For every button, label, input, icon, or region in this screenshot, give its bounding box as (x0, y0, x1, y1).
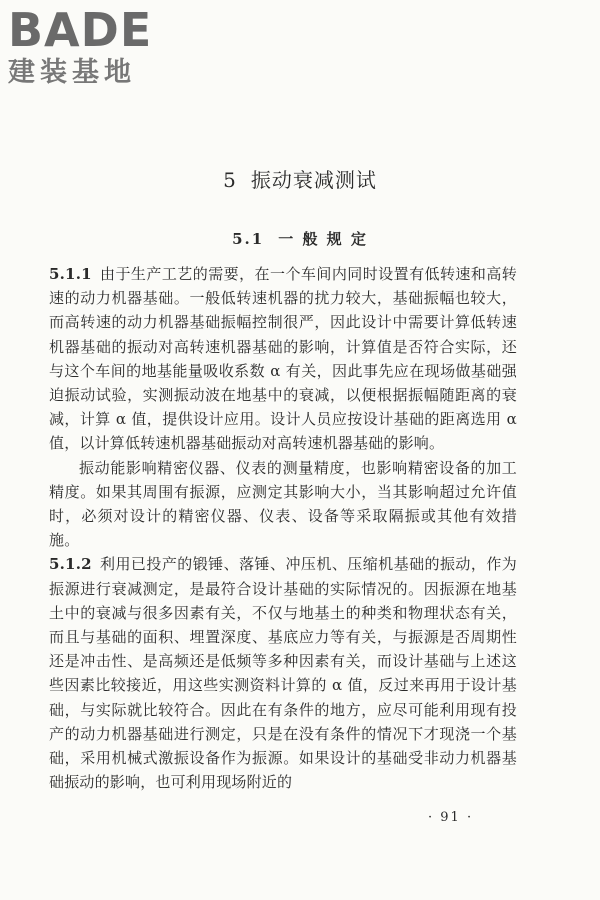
chapter-heading: 振动衰减测试 (250, 168, 377, 192)
chapter-title (0, 164, 600, 193)
clause-number: 5.1.2 (49, 555, 92, 574)
clause-5-1-1-paragraph-2: 振动能影响精密仪器、仪表的测量精度，也影响精密设备的加工精度。如果其周围有振源，应测定其影响大小，当其影响超过允许值时，必须对设计的精密仪器、仪表、设备等采取隔振或其他有效措施。 (49, 458, 517, 550)
clause-5-1-1 (49, 262, 517, 456)
logo (8, 3, 178, 90)
clause-5-1-2 (49, 552, 517, 794)
logo-mark: BADE (8, 3, 153, 57)
section-heading: 一 般 规 定 (278, 230, 368, 248)
section-number: 5.1 (232, 230, 265, 248)
chapter-number: 5 (223, 168, 237, 192)
logo-subtitle: 建装基地 (8, 57, 136, 88)
body-text (49, 262, 517, 794)
section-title (0, 228, 600, 249)
clause-text: 由于生产工艺的需要，在一个车间内同时设置有低转速和高转速的动力机器基础。一般低转速机器的扰力较大，基础振幅也较大，而高转速的动力机器基础振幅控制很严，因此设计中需要计算低转速机器基础的振动对高转速机器基础的影响，计算值是否符合实际，还与这个车间的地基能量吸收系数 α 有关，因此事先应在现场做基础强迫振动试验，实测振动波在地基中的衰减，以便根据振幅随距离的衰减，计算 α 值，提供设计应用。设计人员应按设计基础的距离选用 α 值，以计算低转速机器基础振动对高转速机器基础的影响。 (49, 265, 517, 453)
clause-number: 5.1.1 (49, 265, 92, 283)
clause-text: 利用已投产的锻锤、落锤、冲压机、压缩机基础的振动，作为振源进行衰减测定，是最符合设计基础的实际情况的。因振源在地基土中的衰减与很多因素有关，不仅与地基土的种类和物理状态有关，而且与基础的面积、埋置深度、基底应力等有关，与振源是否周期性还是冲击性、是高频还是低频等多种因素有关，而设计基础与上述这些因素比较接近，用这些实测资料计算的 α 值，反过来再用于设计基础，与实际就比较符合。因此在有条件的地方，应尽可能利用现有投产的动力机器基础进行测定，只是在没有条件的情况下才现浇一个基础，采用机械式激振设备作为振源。如果设计的基础受非动力机器基础振动的影响，也可利用现场附近的 (49, 555, 517, 792)
page-number: · 91 · (428, 810, 474, 825)
